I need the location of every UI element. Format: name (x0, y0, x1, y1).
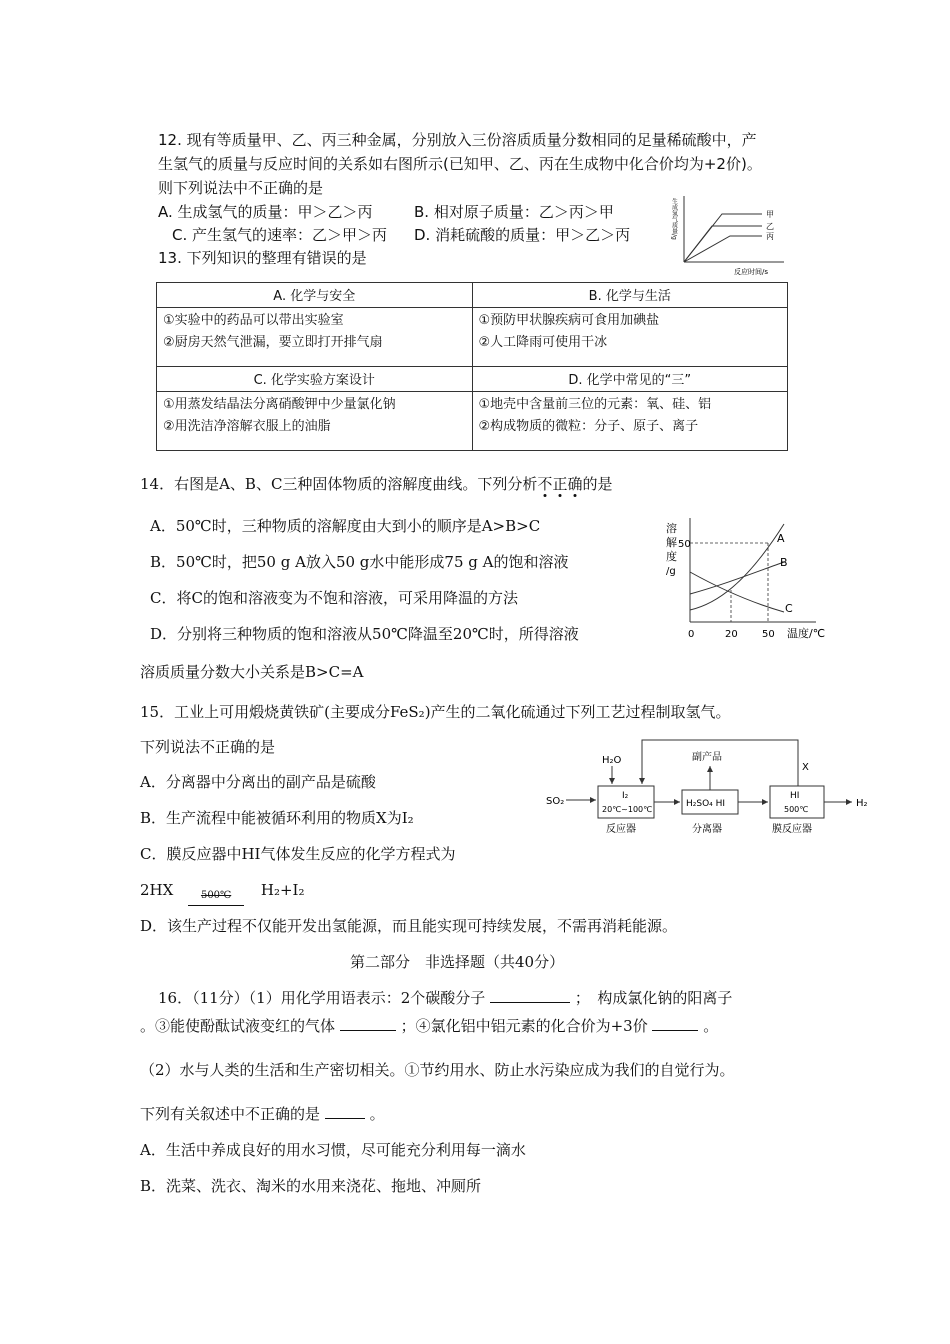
q15-reactor-top: I₂ (622, 791, 629, 801)
q14-option-d: D．分别将三种物质的饱和溶液从50℃降温至20℃时，所得溶液 (150, 625, 579, 643)
q12-stem-line2: 生氢气的质量与反应时间的关系如右图所示(已知甲、乙、丙在生成物中化合价均为+2价)。 (158, 155, 762, 173)
q15-stem: 15．工业上可用煅烧黄铁矿(主要成分FeS₂)产生的二氧化硫通过下列工艺过程制取氢气。 (140, 703, 731, 721)
q15-stem2: 下列说法不正确的是 (140, 738, 276, 756)
q16-line2-c: 。 (703, 1017, 719, 1035)
q12-hydrogen-chart (672, 192, 792, 280)
q12-stem-line1: 12. 现有等质量甲、乙、丙三种金属，分别放入三份溶质质量分数相同的足量稀硫酸中，产 (158, 131, 757, 149)
q13-knowledge-table (156, 282, 788, 451)
q13-stem: 13. 下列知识的整理有错误的是 (158, 249, 367, 267)
q15-separator-label: 分离器 (692, 824, 722, 835)
part2-title: 第二部分 非选择题（共40分） (350, 953, 565, 971)
q13-b-item2: ②人工降雨可使用干冰 (478, 335, 608, 350)
q16-option-b: B．洗菜、洗衣、淘米的水用来浇花、拖地、冲厕所 (140, 1177, 482, 1195)
q16-blank-4[interactable] (325, 1104, 365, 1119)
q14-ylabel-1: 溶 (666, 522, 677, 535)
q16-line2-b: ；④氯化铝中铝元素的化合价为+3价 (400, 1017, 648, 1035)
q16-blank-1[interactable] (490, 988, 570, 1003)
q16-line4-a: 下列有关叙述中不正确的是 (140, 1105, 321, 1123)
q16-blank-3[interactable] (652, 1016, 698, 1031)
q14-emphasis-3: 确 (567, 475, 583, 493)
q15-membrane-top: HI (790, 791, 800, 801)
q15-h2o: H₂O (602, 755, 622, 766)
q14-option-b: B．50℃时，把50 g A放入50 g水中能形成75 g A的饱和溶液 (150, 553, 569, 571)
q14-ylabel-3: 度 (666, 550, 677, 563)
q15-option-a: A．分离器中分离出的副产品是硫酸 (140, 773, 376, 791)
q13-a-item1: ①实验中的药品可以带出实验室 (163, 313, 344, 328)
q16-line2 (140, 1016, 718, 1036)
q15-eq-right: H₂+I₂ (260, 881, 305, 899)
q13-cell-a-body (157, 308, 473, 367)
q16-line1 (158, 988, 732, 1008)
q14-ylabel-2: 解 (666, 536, 677, 549)
q12-series-jia: 甲 (766, 210, 774, 219)
q15-reactor-label: 反应器 (606, 824, 636, 835)
q13-cell-c-body (157, 392, 473, 451)
q12-option-b: B. 相对原子质量：乙＞丙＞甲 (414, 203, 614, 221)
q15-process-flow (540, 736, 880, 838)
q12-option-c: C. 产生氢气的速率：乙＞甲＞丙 (172, 226, 388, 244)
q15-x-label: X (802, 762, 809, 773)
q13-b-item1: ①预防甲状腺疾病可食用加碘盐 (478, 313, 660, 328)
q14-xlabel: 温度/℃ (787, 627, 826, 640)
q14-xtick-20: 20 (725, 629, 738, 640)
q16-line4 (140, 1104, 385, 1124)
q12-series-bing: 丙 (766, 232, 774, 241)
q13-d-item1: ①地壳中含量前三位的元素：氧、硅、铝 (478, 397, 712, 412)
q15-membrane-bottom: 500℃ (784, 805, 809, 814)
q14-curve-label-b: B (780, 556, 788, 569)
q15-h2: H₂ (856, 798, 868, 809)
q14-curve-c (690, 572, 784, 612)
q12-option-a: A. 生成氢气的质量：甲＞乙＞丙 (158, 203, 373, 221)
q14-option-d-cont: 溶质质量分数大小关系是B>C=A (140, 663, 364, 681)
q14-emphasis-2: 正 (552, 475, 568, 493)
q16-line1-a: 16．（11分）（1）用化学用语表示：2个碳酸分子 (158, 989, 486, 1007)
q14-ylabel-4: /g (666, 566, 676, 577)
q15-eq-left: 2HX (140, 881, 174, 899)
q15-so2: SO₂ (546, 796, 565, 807)
q13-cell-d-body (472, 392, 788, 451)
q14-stem-text: 14．右图是A、B、C三种固体物质的溶解度曲线。下列分析 (140, 475, 538, 493)
q14-option-a: A．50℃时，三种物质的溶解度由大到小的顺序是A>B>C (150, 517, 541, 535)
q13-c-item2: ②用洗洁净溶解衣服上的油脂 (163, 419, 331, 434)
q13-cell-b-head: B. 化学与生活 (472, 283, 788, 308)
q14-emphasis-1: 不 (537, 475, 553, 493)
q15-byproduct: 副产品 (692, 752, 722, 763)
q13-d-item2: ②构成物质的微粒：分子、原子、离子 (478, 419, 699, 434)
q14-ytick-50: 50 (678, 539, 691, 550)
q15-membrane-label: 膜反应器 (772, 824, 812, 835)
q13-a-item2: ②厨房天然气泄漏，要立即打开排气扇 (163, 335, 383, 350)
q14-xtick-50: 50 (762, 629, 775, 640)
q12-option-d: D. 消耗硫酸的质量：甲＞乙＞丙 (414, 226, 631, 244)
q15-separator-text: H₂SO₄ HI (686, 799, 726, 809)
q15-option-b: B．生产流程中能被循环利用的物质X为I₂ (140, 809, 414, 827)
q15-option-c: C．膜反应器中HI气体发生反应的化学方程式为 (140, 845, 456, 863)
q16-option-a: A．生活中养成良好的用水习惯，尽可能充分利用每一滴水 (140, 1141, 526, 1159)
q13-cell-d-head: D. 化学中常见的“三” (472, 367, 788, 392)
q14-curve-label-a: A (777, 532, 785, 545)
q12-chart-ylabel: 生成氢气质量/g (670, 198, 678, 240)
q14-curve-label-c: C (785, 602, 793, 615)
q12-stem-line3: 则下列说法中不正确的是 (158, 179, 324, 197)
q14-xtick-0: 0 (688, 629, 695, 640)
q13-c-item1: ①用蒸发结晶法分离硝酸钾中少量氯化钠 (163, 397, 396, 412)
q14-stem-end: 的是 (582, 475, 613, 493)
q15-equation: 2HX 500℃ H₂+I₂ (140, 880, 304, 900)
q14-solubility-chart (656, 512, 846, 652)
q16-line4-b: 。 (369, 1105, 385, 1123)
q13-cell-b-body (472, 308, 788, 367)
q15-reactor-bottom: 20℃~100℃ (602, 805, 653, 814)
q16-blank-2[interactable] (340, 1016, 396, 1031)
q12-chart-xlabel: 反应时间/s (734, 268, 769, 276)
q15-option-d: D．该生产过程不仅能开发出氢能源，而且能实现可持续发展，不需再消耗能源。 (140, 917, 678, 935)
q13-cell-c-head: C. 化学实验方案设计 (157, 367, 473, 392)
q16-line3: （2）水与人类的生活和生产密切相关。①节约用水、防止水污染应成为我们的自觉行为。 (140, 1061, 735, 1079)
q14-option-c: C．将C的饱和溶液变为不饱和溶液，可采用降温的方法 (150, 589, 518, 607)
q16-line1-b: ； 构成氯化钠的阳离子 (574, 989, 733, 1007)
q14-stem (140, 474, 612, 494)
q16-line2-a: 。③能使酚酞试液变红的气体 (140, 1017, 336, 1035)
q14-curve-b (690, 562, 784, 594)
q12-series-yi: 乙 (766, 222, 774, 231)
q13-cell-a-head: A. 化学与安全 (157, 283, 473, 308)
